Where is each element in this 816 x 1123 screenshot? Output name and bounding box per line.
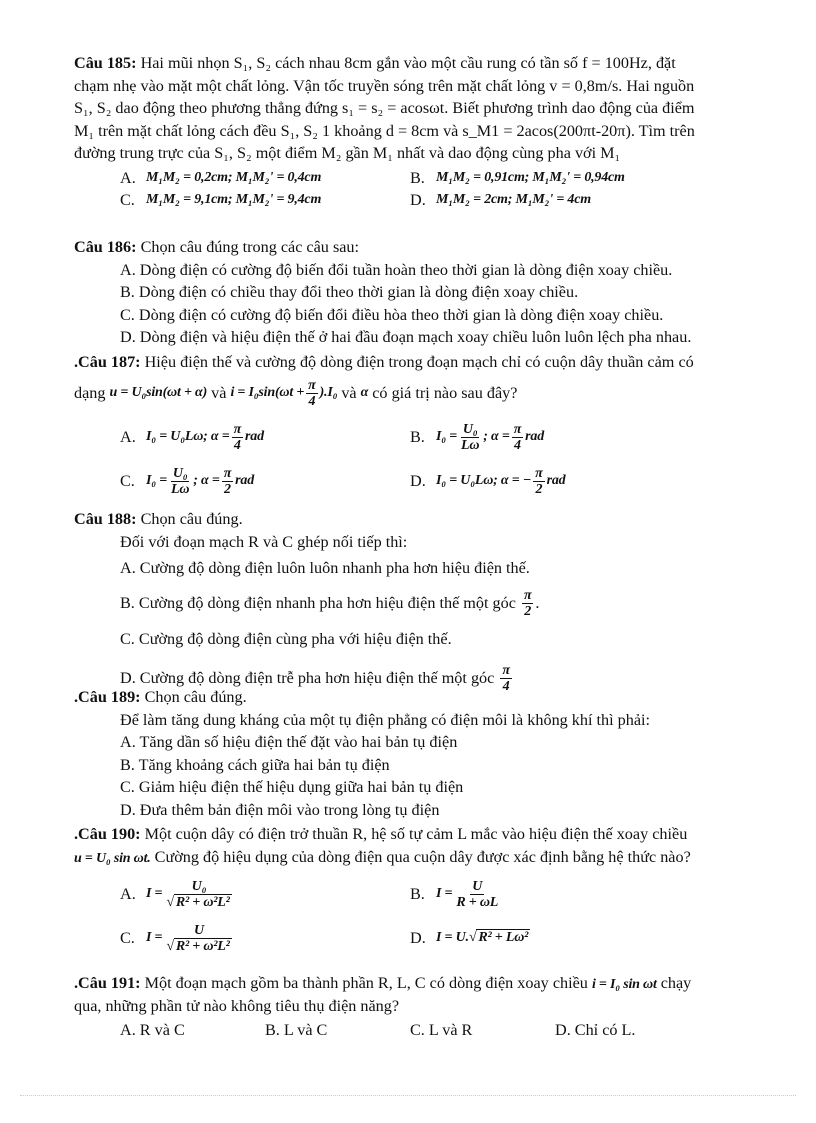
question-text: Đối với đoạn mạch R và C ghép nối tiếp thì: xyxy=(120,532,408,551)
option-b[interactable]: B. I = $\frac{U}{R + \omega L}$ xyxy=(410,878,499,910)
option-c[interactable]: C. I₀ = $\frac{\text{U₀}}{L\omega}$ ; α = $\frac{\pi}{2}$ rad xyxy=(120,466,254,497)
question-191 xyxy=(74,972,794,1042)
question-label: Câu 186: xyxy=(74,238,137,256)
option-a[interactable]: A. I = $\frac{\text{U₀}}{\text{√ R² + ω²L²}}$ xyxy=(120,878,230,910)
option-b[interactable]: B. Cường độ dòng điện nhanh pha hơn hiệu điện thế một góc $\frac{\pi}{2}$ . xyxy=(120,588,540,619)
question-185 xyxy=(74,52,794,212)
option-b[interactable]: B. M₁M₂ = 0,91cm; M₁M₂' = 0,94cm xyxy=(410,168,625,187)
question-text: dạng xyxy=(74,384,106,403)
option-a[interactable]: A. Dòng điện có cường độ biến đổi tuần hoàn theo thời gian là dòng điện xoay chiều. xyxy=(120,260,673,279)
question-label: .Câu 190: xyxy=(74,825,141,843)
question-label: .Câu 189: xyxy=(74,688,141,706)
question-text: Chọn câu đúng. xyxy=(144,688,247,706)
option-b[interactable]: B. I₀ = $\frac{\text{U₀}}{L\omega}$ ; α = $\frac{\pi}{4}$ rad xyxy=(410,422,544,453)
option-b[interactable]: B. Dòng điện có chiều thay đổi theo thời gian là dòng điện xoay chiều. xyxy=(120,283,579,301)
formula: ).I₀ xyxy=(319,385,338,401)
question-text: có giá trị nào sau đây? xyxy=(372,384,518,403)
formula: i = I₀sin(ωt + xyxy=(230,385,305,401)
option-d[interactable]: D. Dòng điện và hiệu điện thế ở hai đầu đoạn mạch xoay chiều luôn luôn lệch pha nhau. xyxy=(120,328,692,346)
question-text: Hai mũi nhọn S₁, S₂ cách nhau 8cm gắn vào một cầu rung có tần số f = 100Hz, đặt xyxy=(140,54,676,72)
question-label: .Câu 187: xyxy=(74,353,141,371)
option-d[interactable]: D. I = U. √ R² + Lω² xyxy=(410,928,529,947)
question-label: Câu 188: xyxy=(74,510,137,528)
option-a[interactable]: A. Tăng dần số hiệu điện thế đặt vào hai bản tụ điện xyxy=(120,733,458,751)
option-d[interactable]: D. I₀ = U₀Lω; α = − $\frac{\pi}{2}$ rad xyxy=(410,466,566,497)
option-a[interactable]: A. Cường độ dòng điện luôn luôn nhanh pha hơn hiệu điện thế. xyxy=(120,559,530,577)
question-text: M₁ trên mặt chất lỏng cách đều S₁, S₂ 1 khoảng d = 8cm và s_M1 = 2acos(200πt-20π). Tìm trên xyxy=(74,121,695,140)
option-c[interactable]: C. I = $\frac{U}{\text{√ R² + ω²L²}}$ xyxy=(120,922,230,954)
question-text: đường trung trực của S₁, S₂ một điểm M₂ gần M₁ nhất và dao động cùng pha với M₁ xyxy=(74,144,621,162)
question-label: Câu 185: xyxy=(74,54,137,72)
question-text: Hiệu điện thế và cường độ dòng điện trong đoạn mạch chỉ có cuộn dây thuần cảm có xyxy=(144,353,694,371)
question-text: chạm nhẹ vào mặt một chất lỏng. Vận tốc truyền sóng trên mặt chất lỏng v = 0,8m/s. Hai nguồn xyxy=(74,76,695,95)
option-c[interactable]: C. Cường độ dòng điện cùng pha với hiệu điện thế. xyxy=(120,629,452,648)
formula: u = U₀ sin ωt. xyxy=(74,850,151,866)
option-a[interactable]: A. M₁M₂ = 0,2cm; M₁M₂' = 0,4cm xyxy=(120,168,322,187)
question-text: chạy xyxy=(660,974,692,992)
page-divider xyxy=(20,1095,796,1096)
question-text: Một cuộn dây có điện trở thuần R, hệ số tự cảm L mắc vào hiệu điện thế xoay chiều xyxy=(144,825,688,843)
question-text: Cường độ hiệu dụng của dòng điện qua cuộn dây được xác định bằng hệ thức nào? xyxy=(154,847,691,866)
option-c[interactable]: C. Giảm hiệu điện thế hiệu dụng giữa hai bản tụ điện xyxy=(120,778,464,796)
question-187 xyxy=(74,351,794,502)
fraction: $\frac{\pi}{4}$ xyxy=(308,378,316,409)
question-text: Một đoạn mạch gồm ba thành phần R, L, C có dòng điện xoay chiều xyxy=(144,974,588,992)
question-text: Chọn câu đúng trong các câu sau: xyxy=(140,238,360,256)
question-text: qua, những phần tử nào không tiêu thụ điện năng? xyxy=(74,996,400,1015)
formula: α xyxy=(360,385,369,401)
question-189 xyxy=(74,686,794,821)
question-text: Để làm tăng dung kháng của một tụ điện phẳng có điện môi là không khí thì phải: xyxy=(120,710,651,729)
option-b[interactable]: B. L và C xyxy=(265,1021,328,1039)
option-a[interactable]: A. R và C xyxy=(120,1021,185,1039)
option-d[interactable]: D. Đưa thêm bản điện môi vào trong lòng tụ điện xyxy=(120,800,440,819)
question-label: .Câu 191: xyxy=(74,974,141,992)
option-a[interactable]: A. I₀ = U₀Lω; α = $\frac{\pi}{4}$ rad xyxy=(120,422,264,453)
question-text: Chọn câu đúng. xyxy=(140,510,243,528)
formula: u = U₀sin(ωt + α) xyxy=(109,385,208,401)
option-d[interactable]: D. Cường độ dòng điện trễ pha hơn hiệu điện thế một góc $\frac{\pi}{4}$ xyxy=(120,662,510,694)
question-188 xyxy=(74,508,794,698)
question-text: và xyxy=(211,384,227,403)
question-text: S₁, S₂ dao động theo phương thẳng đứng s₁ = s₂ = acosωt. Biết phương trình dao động của điểm xyxy=(74,99,695,117)
question-text: và xyxy=(341,384,357,403)
option-d[interactable]: D. Chỉ có L. xyxy=(555,1021,636,1039)
option-c[interactable]: C. Dòng điện có cường độ biến đổi điều hòa theo thời gian là dòng điện xoay chiều. xyxy=(120,305,664,324)
option-c[interactable]: C. M₁M₂ = 9,1cm; M₁M₂' = 9,4cm xyxy=(120,191,322,209)
option-d[interactable]: D. M₁M₂ = 2cm; M₁M₂' = 4cm xyxy=(410,191,591,209)
option-c[interactable]: C. L và R xyxy=(410,1021,473,1039)
formula: i = I₀ sin ωt xyxy=(591,977,657,992)
option-b[interactable]: B. Tăng khoảng cách giữa hai bản tụ điện xyxy=(120,755,390,774)
question-190 xyxy=(74,823,794,958)
question-186 xyxy=(74,236,794,349)
